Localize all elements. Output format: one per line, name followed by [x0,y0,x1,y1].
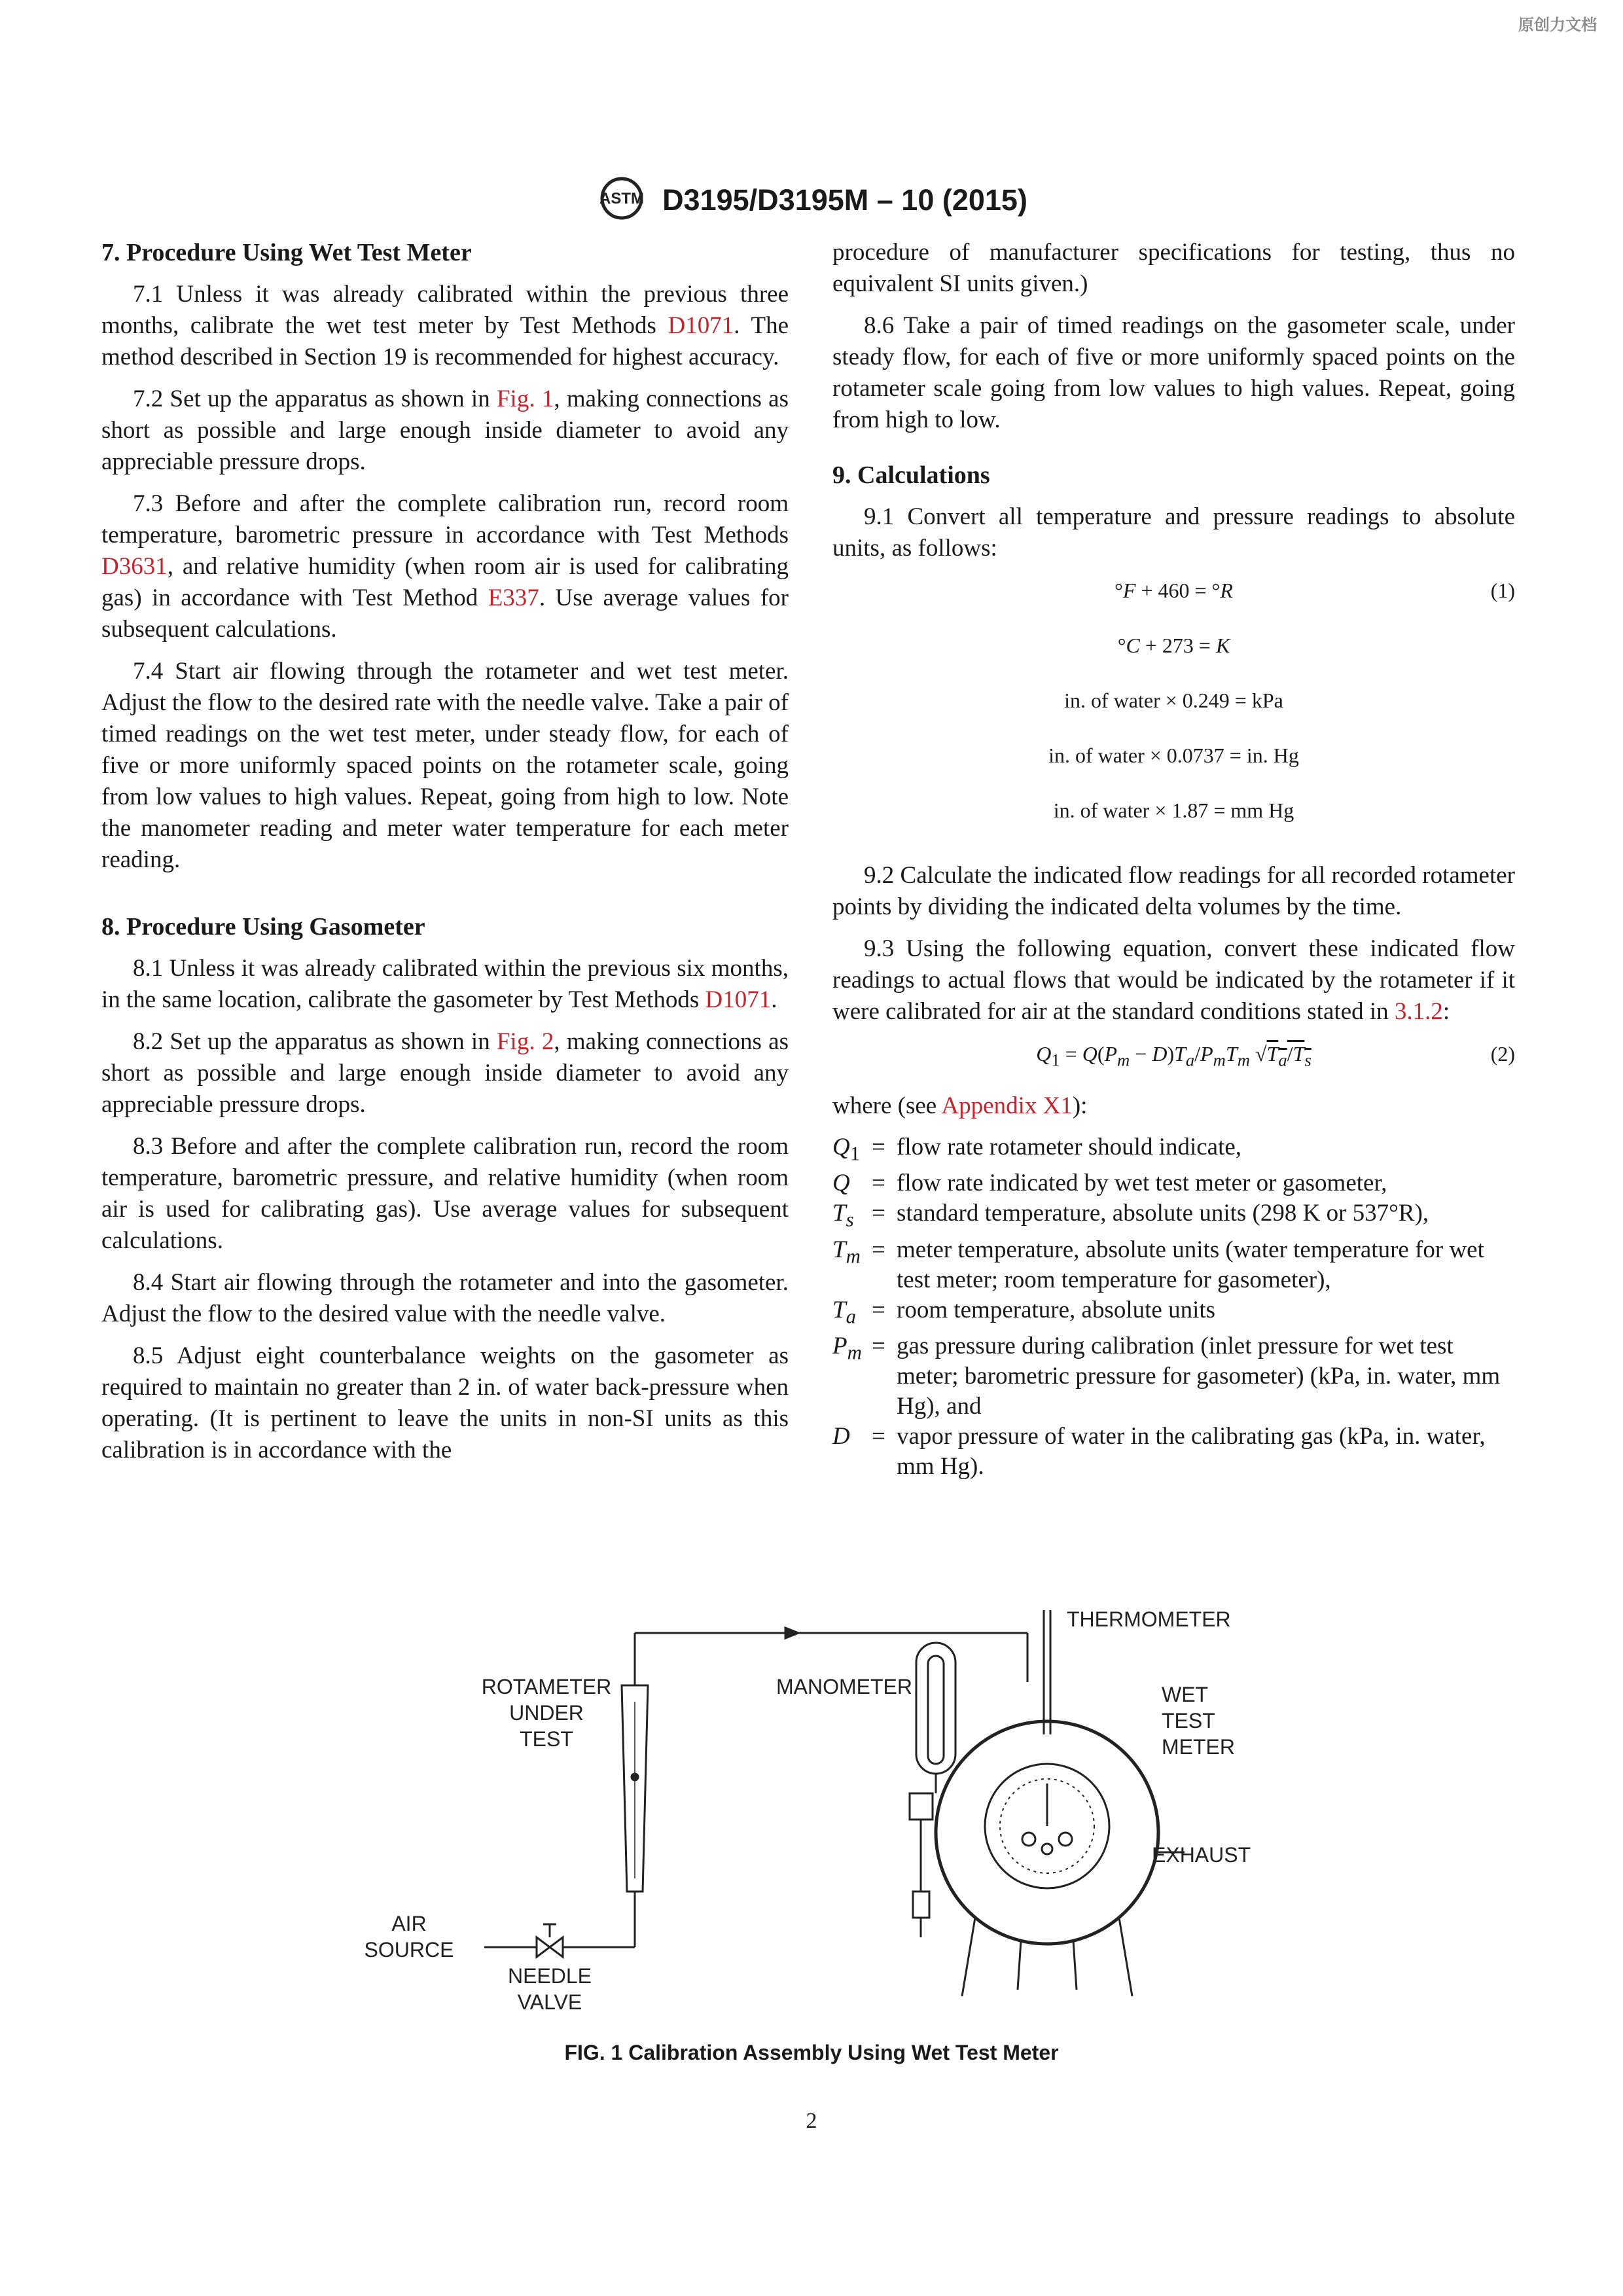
ref-fig-1[interactable]: Fig. 1 [496,386,554,412]
label-rotameter-2: UNDER [509,1701,584,1725]
watermark: 原创力文档 [1518,16,1597,34]
variable-definitions [832,1132,1515,1482]
paragraph-8-2: 8.2 Set up the apparatus as shown in Fig. 2, making connections as short as possible and large enough inside diameter to avoid any appreciable pressure drops. [101,1028,789,1118]
ref-d1071[interactable]: D1071 [668,312,734,339]
ref-e337[interactable]: E337 [488,584,539,611]
section-7-title: 7. Procedure Using Wet Test Meter [101,239,472,266]
equation-inhg: in. of water × 0.0737 = in. Hg [1048,744,1299,767]
definition-q1: $Q_1$ = flow rate rotameter should indicate, [832,1134,1242,1165]
paragraph-8-3: 8.3 Before and after the complete calibration run, record the room temperature, barometric pressure, and relative humidity (when room air is used for calibrating gas). Use average values for subsequent calculations. [101,1133,789,1254]
paragraph-7-3: 7.3 Before and after the complete calibration run, record room temperature, barometric pressure in accordance with Test Methods D3631, and relative humidity (when room air is used for calibrating gas) in accordance with Test Method E337. Use average values for subsequent calculations. [101,490,789,643]
label-source: SOURCE [364,1938,454,1962]
ref-appendix-x1[interactable]: Appendix X1 [941,1092,1073,1119]
definition-q: Q = flow rate indicated by wet test meter or gasometer, [832,1170,1387,1197]
label-wet: WET [1162,1683,1209,1706]
where-line: where (see Appendix X1): [832,1092,1088,1119]
paragraph-8-1: 8.1 Unless it was already calibrated within the previous six months, in the same location, calibrate the gasometer by Test Methods D1071. [101,955,789,1013]
definition-pm: $P_m$ = gas pressure during calibration (inlet pressure for wet test meter; barometric pressure for gasometer) (kPa, in. water, mm Hg), and [832,1333,1501,1420]
ref-d3631[interactable]: D3631 [101,553,168,580]
paragraph-8-4: 8.4 Start air flowing through the rotameter and into the gasometer. Adjust the flow to the desired value with the needle valve. [101,1269,789,1327]
equation-1-number: (1) [1490,579,1515,602]
astm-logo-icon [596,175,648,224]
ref-3-1-2[interactable]: 3.1.2 [1394,998,1443,1025]
equation-mmhg: in. of water × 1.87 = mm Hg [1053,798,1294,822]
equation-celsius: °C + 273 = K [1117,634,1230,657]
paragraph-8-6: 8.6 Take a pair of timed readings on the gasometer scale, under steady flow, for each of five or more uniformly spaced points on the rotameter scale going from low values to high values. Repeat, going from high to low. [832,312,1515,433]
ref-fig-2[interactable]: Fig. 2 [496,1028,554,1055]
page-number: 2 [806,2109,817,2133]
left-column [101,237,789,1477]
label-manometer: MANOMETER [776,1675,912,1698]
paragraph-7-1: 7.1 Unless it was already calibrated within the previous three months, calibrate the wet test meter by Test Methods D1071. The method described in Section 19 is recommended for highest accuracy. [101,281,789,370]
label-rotameter-1: ROTAMETER [481,1675,612,1698]
paragraph-7-4: 7.4 Start air flowing through the rotameter and wet test meter. Adjust the flow to the desired rate with the needle valve. Take a pair of timed readings on the wet test meter, under steady flow, for each of five or more uniformly spaced points on the rotameter scale, going from low values to high values. Repeat, going from high to low. Note the manometer reading and meter water temperature for each meter reading. [101,658,789,873]
section-9-title: 9. Calculations [832,461,990,489]
label-thermometer: THERMOMETER [1067,1607,1231,1631]
right-column [832,237,1515,1482]
label-meter: METER [1162,1735,1235,1759]
paragraph-8-5: 8.5 Adjust eight counterbalance weights on the gasometer as required to maintain no greater than 2 in. of water back-pressure when operating. (It is pertinent to leave the units in non-SI units as this calibration is in accordance with the [101,1342,789,1463]
definition-d: D = vapor pressure of water in the calibrating gas (kPa, in. water, mm Hg). [832,1423,1486,1480]
label-valve: VALVE [517,1990,582,2014]
equation-2-number: (2) [1490,1042,1515,1066]
label-test: TEST [1162,1709,1215,1732]
svg-text:ASTM: ASTM [599,190,645,207]
label-exhaust: EXHAUST [1152,1843,1251,1867]
document-id: D3195/D3195M – 10 (2015) [662,183,1027,217]
definition-ts: $T_s$ = standard temperature, absolute units (298 K or 537°R), [832,1200,1429,1231]
paragraph-9-3: 9.3 Using the following equation, convert these indicated flow readings to actual flows that would be indicated by the rotameter if it were calibrated for air at the standard conditions stated in 3.1.2: [832,935,1515,1025]
equation-1: °F + 460 = °R (1) [832,575,1515,606]
figure-1-caption: FIG. 1 Calibration Assembly Using Wet Test Meter [564,2041,1059,2064]
equation-kpa: in. of water × 0.249 = kPa [1064,689,1283,712]
label-needle: NEEDLE [507,1964,592,1988]
figure-1-calibration-assembly [340,1597,1309,2055]
definition-tm: $T_m$ = meter temperature, absolute units (water temperature for wet test meter; room temperature for gasometer), [832,1236,1484,1293]
paragraph-9-2: 9.2 Calculate the indicated flow readings for all recorded rotameter points by dividing the indicated delta volumes by the time. [832,862,1515,920]
document-header [0,175,1623,224]
ref-d1071-b[interactable]: D1071 [705,986,772,1013]
conversion-equations [832,575,1515,850]
definition-ta: $T_a$ = room temperature, absolute units [832,1296,1216,1328]
paragraph-7-2: 7.2 Set up the apparatus as shown in Fig. 1, making connections as short as possible and large enough inside diameter to avoid any appreciable pressure drops. [101,386,789,475]
label-air: AIR [391,1912,427,1935]
label-rotameter-3: TEST [520,1727,573,1751]
section-8-title: 8. Procedure Using Gasometer [101,913,425,941]
paragraph-9-1: 9.1 Convert all temperature and pressure readings to absolute units, as follows: [832,503,1515,562]
equation-2: $Q_1 = Q(P_m - D)T_a/P_mT_m$ $√T_a/T_s$ (2) [832,1038,1515,1077]
paragraph-8-5-continued: procedure of manufacturer specifications for testing, thus no equivalent SI units given.) [832,239,1515,297]
